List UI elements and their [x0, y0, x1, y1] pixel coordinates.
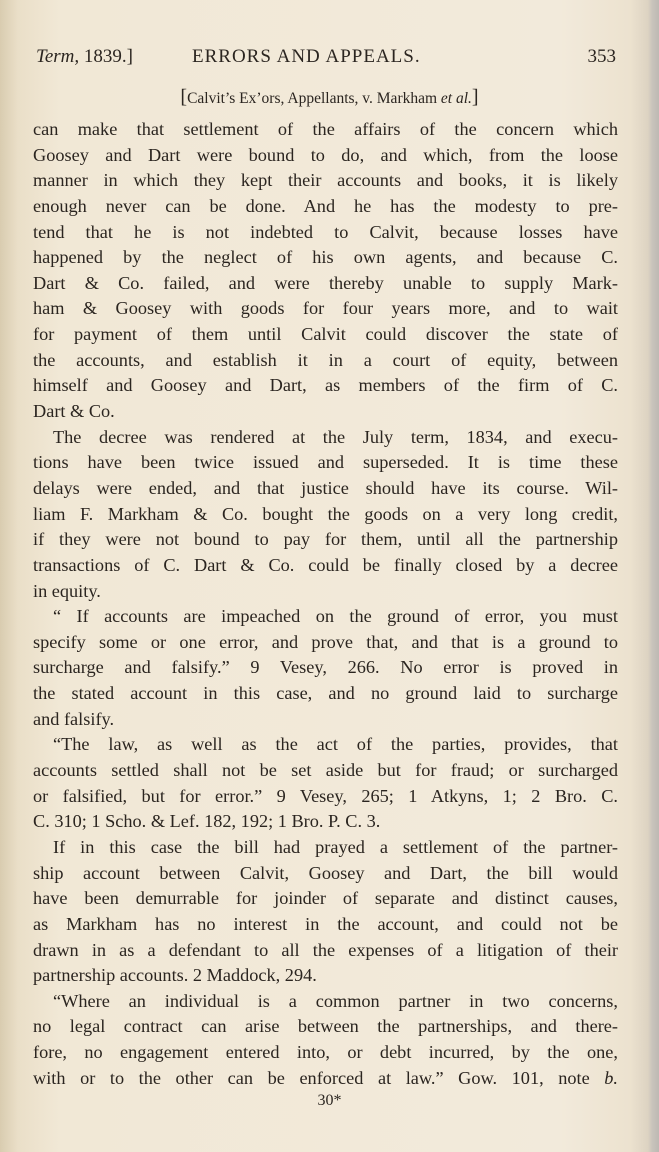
- text-line-content: liam F. Markham & Co. bought the goods on a very long credit,: [33, 503, 618, 524]
- text-line: [33, 527, 618, 553]
- text-line: [33, 809, 618, 835]
- text-line: [33, 1066, 618, 1092]
- text-line-content: the accounts, and establish it in a court of equity, between: [33, 349, 618, 370]
- text-line-content: no legal contract can arise between the partnerships, and there-: [33, 1016, 618, 1037]
- bracket-close: ]: [471, 86, 479, 108]
- text-line: [33, 732, 618, 758]
- text-line-content: ham & Goosey with goods for four years more, and to wait: [33, 298, 618, 319]
- text-line-content: drawn in as a defendant to all the expenses of a litigation of their: [33, 939, 618, 960]
- text-line: [33, 681, 618, 707]
- text-line-content: surcharge and falsify.” 9 Vesey, 266. No error is proved in: [33, 657, 618, 678]
- text-line: [33, 220, 618, 246]
- text-line: [33, 271, 618, 297]
- text-line: [33, 655, 618, 681]
- text-line-content: “Where an individual is a common partner in two concerns,: [53, 990, 618, 1011]
- text-line: [33, 861, 618, 887]
- text-line: [33, 886, 618, 912]
- text-line: [33, 117, 618, 143]
- text-line-content: have been demurrable for joinder of separate and distinct causes,: [33, 888, 618, 909]
- text-line: [33, 476, 618, 502]
- text-line-content: C. 310; 1 Scho. & Lef. 182, 192; 1 Bro. P. C. 3.: [33, 811, 381, 832]
- text-line-content: enough never can be done. And he has the modesty to pre-: [33, 195, 618, 216]
- text-line-content: transactions of C. Dart & Co. could be finally closed by a decree: [33, 554, 618, 575]
- header-term-year: 1839.]: [83, 46, 133, 67]
- body-text: [33, 117, 618, 1091]
- text-line-content: fore, no engagement entered into, or debt incurred, by the one,: [33, 1042, 618, 1063]
- page-number: 353: [587, 46, 616, 67]
- case-name-italic: et al.: [440, 90, 472, 107]
- header-title: ERRORS AND APPEALS.: [192, 46, 421, 67]
- text-line-content: The decree was rendered at the July term, 1834, and execu-: [53, 426, 618, 447]
- text-line: [33, 322, 618, 348]
- text-line: [33, 707, 618, 733]
- text-line-content: partnership accounts. 2 Maddock, 294.: [33, 965, 317, 986]
- text-line-content: with or to the other can be enforced at law.” Gow. 101, note: [33, 1067, 590, 1088]
- text-line: [33, 296, 618, 322]
- text-line-italic: b.: [604, 1067, 618, 1088]
- case-name: Calvit’s Ex’ors, Appellants, v. Markham: [187, 90, 441, 107]
- header-term-label: Term,: [36, 46, 80, 67]
- text-line: [33, 553, 618, 579]
- text-line: [33, 348, 618, 374]
- text-line-content: in equity.: [33, 580, 101, 601]
- text-line: [33, 579, 618, 605]
- text-line-content: manner in which they kept their accounts and books, it is likely: [33, 170, 618, 191]
- text-line-content: as Markham has no interest in the account, and could not be: [33, 913, 618, 934]
- case-subtitle: [0, 86, 659, 109]
- text-line: [33, 143, 618, 169]
- text-line-content: tions have been twice issued and superseded. It is time these: [33, 452, 618, 473]
- text-line: [33, 938, 618, 964]
- text-line-content: ship account between Calvit, Goosey and Dart, the bill would: [33, 862, 618, 883]
- text-line: [33, 194, 618, 220]
- text-line-content: Goosey and Dart were bound to do, and which, from the loose: [33, 144, 618, 165]
- text-line: [33, 604, 618, 630]
- text-line: [33, 963, 618, 989]
- text-line-content: happened by the neglect of his own agents, and because C.: [33, 247, 618, 268]
- text-line-content: If in this case the bill had prayed a settlement of the partner-: [53, 836, 618, 857]
- text-line-content: can make that settlement of the affairs of the concern which: [33, 119, 618, 139]
- text-line-content: Dart & Co.: [33, 401, 115, 422]
- text-line-content: Dart & Co. failed, and were thereby unable to supply Mark-: [33, 272, 618, 293]
- text-line-content: tend that he is not indebted to Calvit, because losses have: [33, 221, 618, 242]
- text-line: [33, 630, 618, 656]
- text-line-content: for payment of them until Calvit could discover the state of: [33, 324, 618, 345]
- text-line-content: himself and Goosey and Dart, as members of the firm of C.: [33, 375, 618, 396]
- text-line: [33, 425, 618, 451]
- bracket-open: [: [180, 86, 188, 108]
- signature-mark: 30*: [317, 1092, 342, 1109]
- text-line: [33, 450, 618, 476]
- text-line-content: the stated account in this case, and no ground laid to surcharge: [33, 683, 618, 704]
- text-line-content: delays were ended, and that justice should have its course. Wil-: [33, 477, 618, 498]
- text-line: [33, 373, 618, 399]
- header-term: [36, 46, 133, 68]
- text-line: [33, 1014, 618, 1040]
- text-line-content: and falsify.: [33, 708, 115, 729]
- text-line-content: “ If accounts are impeached on the ground of error, you must: [53, 606, 618, 627]
- text-line: [33, 912, 618, 938]
- text-line: [33, 1040, 618, 1066]
- text-line-content: specify some or one error, and prove that, and that is a ground to: [33, 631, 618, 652]
- text-line: [33, 989, 618, 1015]
- text-line: [33, 502, 618, 528]
- text-line-content: accounts settled shall not be set aside but for fraud; or surcharged: [33, 760, 618, 781]
- text-line-content: if they were not bound to pay for them, until all the partnership: [33, 529, 618, 550]
- text-line: [33, 168, 618, 194]
- text-line-content: “The law, as well as the act of the parties, provides, that: [53, 734, 618, 755]
- text-line: [33, 835, 618, 861]
- text-line: [33, 758, 618, 784]
- text-line: [33, 399, 618, 425]
- text-line-content: or falsified, but for error.” 9 Vesey, 265; 1 Atkyns, 1; 2 Bro. C.: [33, 785, 618, 806]
- text-line: [33, 245, 618, 271]
- text-line: [33, 784, 618, 810]
- running-header: [36, 46, 616, 72]
